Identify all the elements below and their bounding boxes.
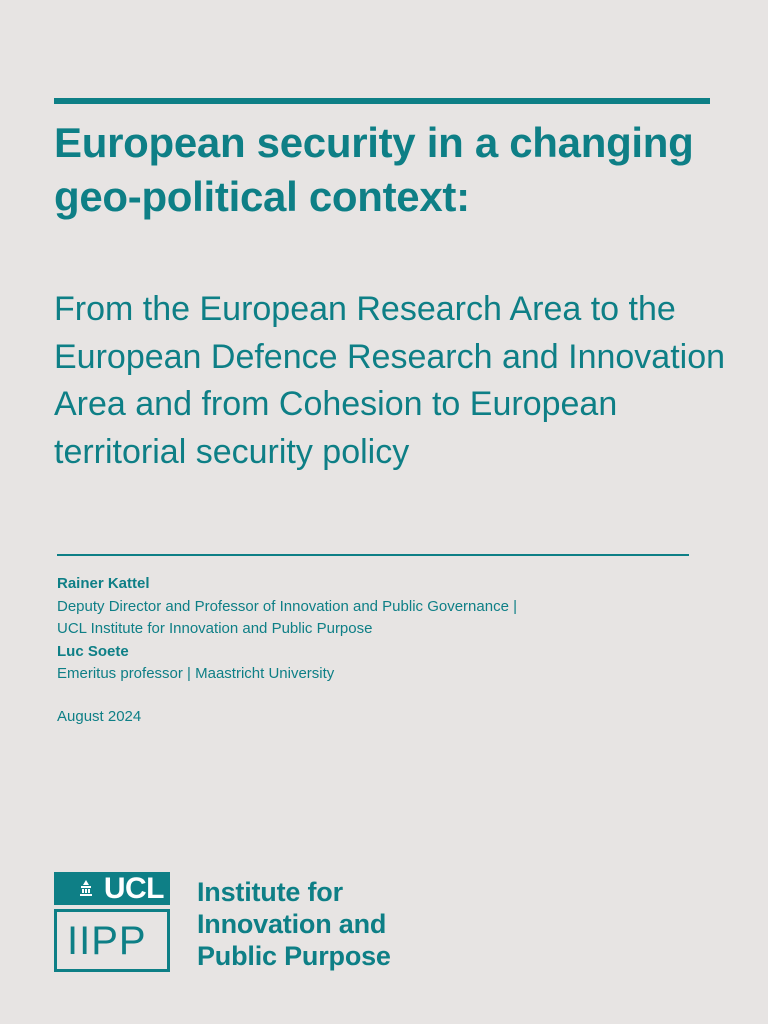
ucl-logo-text: UCL [103,872,164,905]
institute-name [197,876,457,972]
publication-date: August 2024 [57,708,142,725]
document-subtitle: From the European Research Area to the European Defence Research and Innovation Area and from Cohesion to European territorial security policy [54,290,726,471]
ucl-crest-icon [80,880,92,896]
institute-name-line: Public Purpose [197,941,391,971]
institute-name-line: Institute for [197,877,343,907]
author-1 [57,573,697,641]
ucl-logo-band [54,872,170,905]
iipp-logo-box [54,909,170,972]
author-2 [57,641,697,686]
author-affiliation: UCL Institute for Innovation and Public Purpose [57,620,373,637]
iipp-logo-text: IIPP [67,919,147,963]
author-name: Luc Soete [57,642,129,660]
author-name: Rainer Kattel [57,575,150,592]
author-affiliation: Emeritus professor | Maastricht University [57,665,335,682]
divider-rule [57,554,689,556]
document-title: European security in a changing geo-political context: [54,119,694,220]
institute-name-line: Innovation and [197,909,387,939]
ucl-iipp-logo [54,872,170,972]
author-list [57,573,697,686]
author-affiliation: Deputy Director and Professor of Innovation and Public Governance | [57,597,517,615]
top-rule [54,98,710,104]
